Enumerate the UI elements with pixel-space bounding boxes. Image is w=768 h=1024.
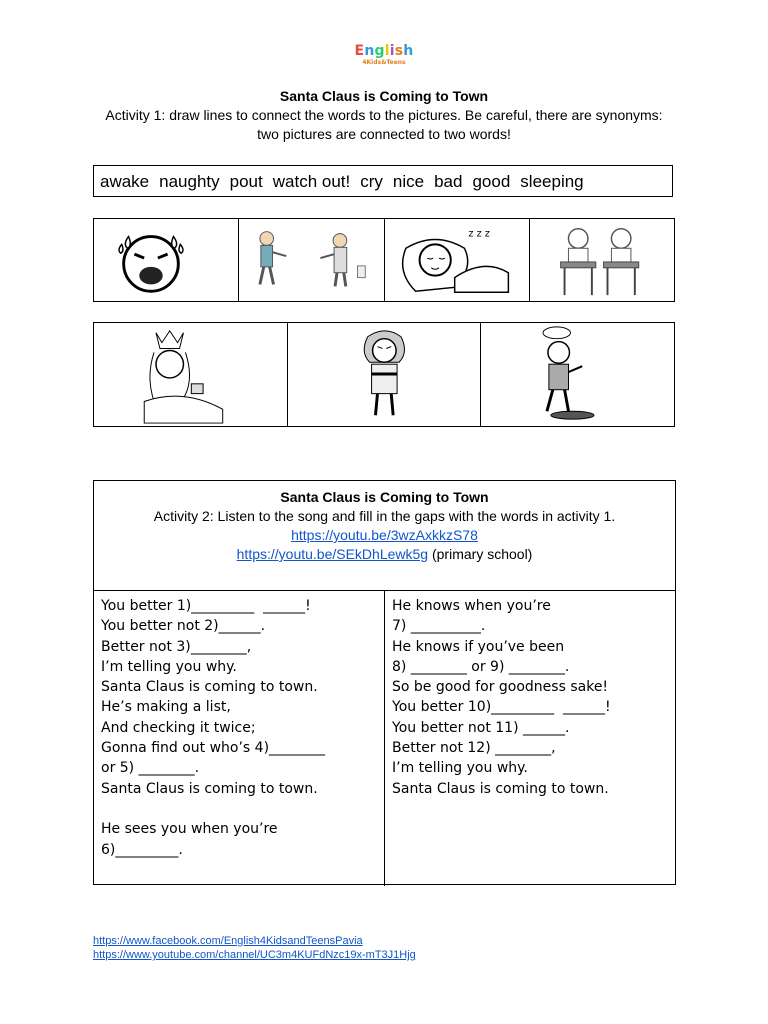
lyric-line: You better not 11) ______. (392, 719, 570, 736)
lyric-line: You better 1)_________ ______! (101, 598, 311, 614)
lyric-line: Better not 3)________, (101, 638, 252, 655)
picture-row-1 (93, 218, 675, 302)
facebook-link[interactable]: https://www.facebook.com/English4KidsandTeensPavia (93, 935, 363, 947)
lyric-line: He knows when you’re (392, 598, 551, 614)
youtube-link-2[interactable]: https://youtu.be/SEkDhLewk5g (236, 546, 429, 562)
lyric-line: I’m telling you why. (392, 760, 528, 777)
lyric-line: I’m telling you why. (101, 658, 237, 675)
lyric-line: So be good for goodness sake! (392, 679, 609, 696)
picture-crying-face[interactable] (94, 219, 239, 301)
logo (354, 44, 414, 72)
lyrics-right-column (385, 591, 675, 886)
word-item: sleeping (520, 172, 584, 191)
lyric-line: Santa Claus is coming to town. (101, 679, 318, 696)
word-list (100, 172, 594, 192)
angry-girl-icon (288, 323, 481, 426)
lyric-line: You better 10)_________ ______! (392, 699, 611, 716)
lyric-line: He sees you when you’re (101, 821, 278, 838)
word-item: naughty (159, 172, 220, 191)
activity1-instructions: Activity 1: draw lines to connect the words to the pictures. Be careful, there are synonyms: two pictures are connected to two words! (105, 107, 663, 142)
word-item: nice (392, 172, 425, 191)
word-item: bad (434, 172, 463, 191)
lyric-line: 8) ________ or 9) ________. (392, 658, 570, 675)
word-item: cry (360, 172, 383, 191)
picture-kids-fighting[interactable] (239, 219, 384, 301)
activity2-title: Santa Claus is Coming to Town (280, 489, 489, 505)
word-box (93, 165, 673, 197)
zzz-label: z z z (467, 228, 490, 240)
lyric-line: You better not 2)______. (101, 618, 266, 635)
picture-careful-girl[interactable] (481, 323, 674, 426)
lyric-line: Gonna find out who’s 4)________ (101, 740, 326, 757)
activity2-box (93, 480, 676, 885)
picture-sleeping-child[interactable] (385, 219, 530, 301)
picture-angry-girl[interactable] (288, 323, 482, 426)
picture-row-2 (93, 322, 675, 427)
activity1-title: Santa Claus is Coming to Town (279, 88, 489, 104)
lyric-line: Santa Claus is coming to town. (101, 780, 318, 797)
word-item: awake (100, 172, 150, 191)
picture-kids-at-desks[interactable] (530, 219, 674, 301)
footer (93, 934, 416, 962)
kids-fighting-icon (239, 219, 383, 301)
activity2-instructions: Activity 2: Listen to the song and fill in the gaps with the words in activity 1. (153, 508, 616, 524)
picture-waking-princess[interactable] (94, 323, 288, 426)
lyric-line: Better not 12) ________, (392, 740, 556, 757)
youtube-link-1[interactable]: https://youtu.be/3wzAxkkzS78 (291, 527, 478, 543)
waking-princess-icon (94, 323, 287, 426)
logo-line-2: 4Kids&Teens (362, 59, 406, 66)
lyric-line (101, 799, 384, 819)
word-item: pout (229, 172, 263, 191)
crying-face-icon (94, 219, 238, 301)
youtube-channel-link[interactable]: https://www.youtube.com/channel/UC3m4KUFdNzc19x-mT3J1Hjg (93, 949, 416, 961)
activity2-header (94, 481, 675, 591)
logo-line-1: English (354, 43, 414, 59)
lyric-line: or 5) ________. (101, 760, 200, 777)
lyric-line: He’s making a list, (101, 699, 231, 716)
link2-note: (primary school) (428, 546, 533, 562)
lyric-line: He knows if you’ve been (392, 638, 565, 655)
kids-at-desks-icon (530, 219, 674, 301)
word-item: watch out! (272, 172, 351, 191)
lyric-line: 6)_________. (101, 841, 183, 858)
careful-girl-icon (481, 323, 674, 426)
lyric-line: Santa Claus is coming to town. (392, 780, 609, 797)
lyrics-left-column (94, 591, 385, 886)
word-item: good (472, 172, 511, 191)
lyric-line: 7) __________. (392, 618, 486, 635)
lyric-line: And checking it twice; (101, 719, 256, 736)
sleeping-child-icon (385, 219, 529, 301)
